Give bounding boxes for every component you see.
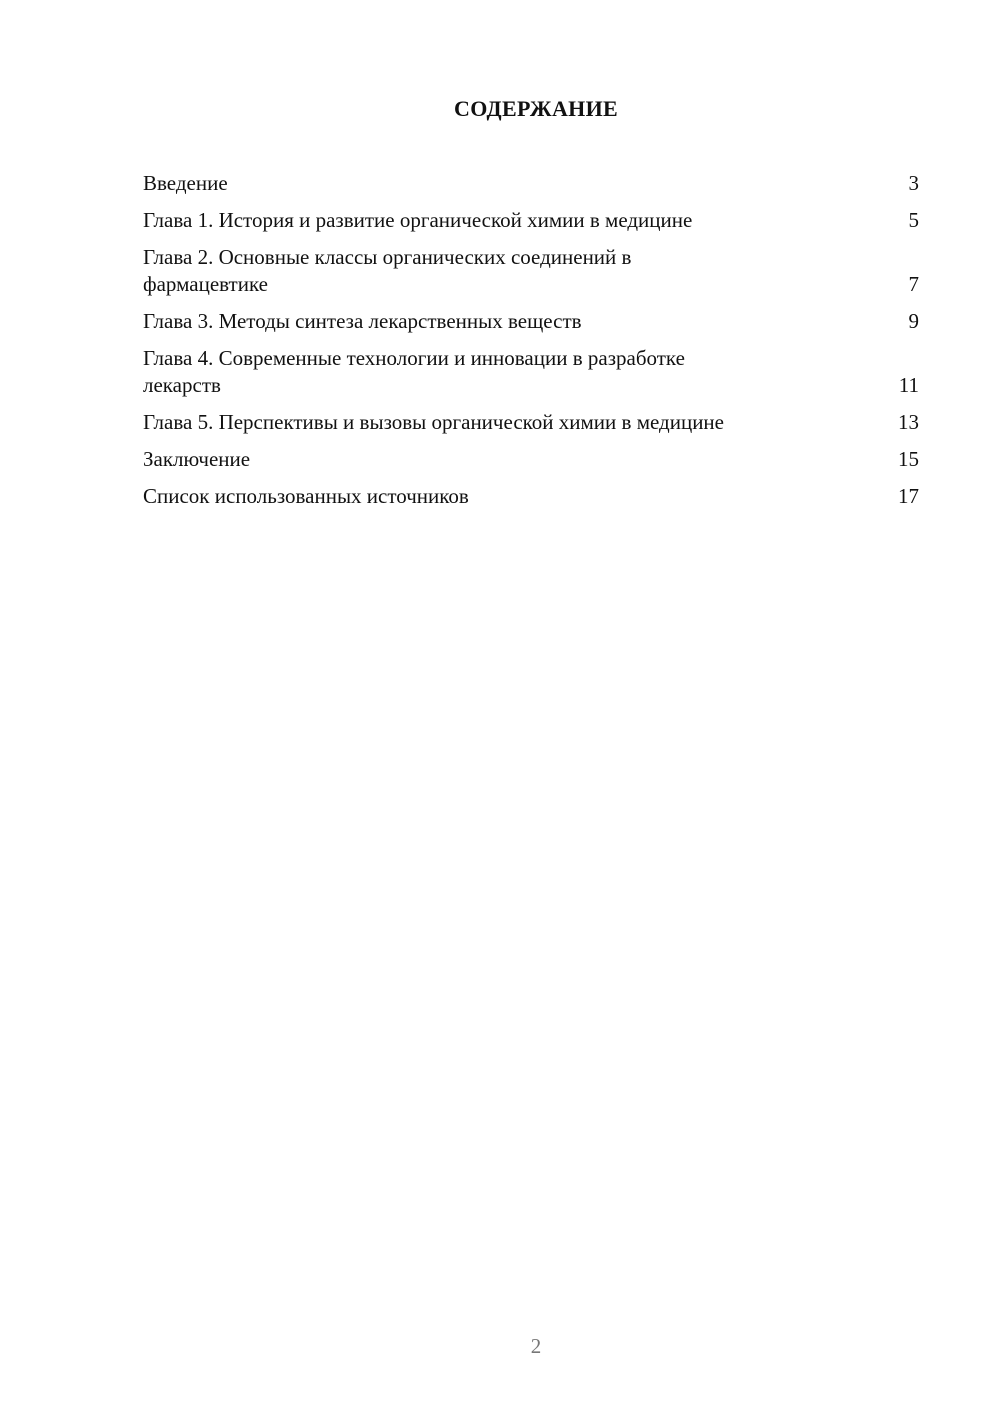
table-of-contents <box>143 170 919 520</box>
toc-entry-page: 3 <box>908 171 919 195</box>
toc-entry-label: Заключение <box>143 447 251 471</box>
toc-entry-page: 17 <box>898 484 919 508</box>
toc-entry-chapter-4 <box>143 345 919 399</box>
toc-entry-chapter-2 <box>143 244 919 298</box>
toc-entry-label: Глава 3. Методы синтеза лекарственных веществ <box>143 309 582 333</box>
toc-entry-chapter-1 <box>143 207 919 234</box>
toc-entry-page: 11 <box>898 373 919 397</box>
toc-entry-page: 13 <box>898 410 919 434</box>
toc-entry-label: Введение <box>143 171 228 195</box>
toc-entry-introduction <box>143 170 919 197</box>
toc-entry-conclusion <box>143 446 919 473</box>
toc-entry-label: Глава 5. Перспективы и вызовы органической химии в медицине <box>143 410 724 434</box>
toc-entry-page: 5 <box>908 208 919 232</box>
toc-entry-label: Глава 2. Основные классы органических соединений в фармацевтике <box>143 245 632 296</box>
page-title: СОДЕРЖАНИЕ <box>454 96 618 121</box>
toc-entry-references <box>143 483 919 510</box>
toc-entry-page: 7 <box>908 272 919 296</box>
page-number: 2 <box>530 1334 542 1358</box>
toc-entry-chapter-3 <box>143 308 919 335</box>
toc-entry-chapter-5 <box>143 409 919 436</box>
toc-entry-page: 15 <box>898 447 919 471</box>
toc-entry-label: Глава 1. История и развитие органической химии в медицине <box>143 208 693 232</box>
toc-entry-label: Список использованных источников <box>143 484 469 508</box>
toc-entry-page: 9 <box>908 309 919 333</box>
toc-entry-label: Глава 4. Современные технологии и инновации в разработке лекарств <box>143 346 685 397</box>
